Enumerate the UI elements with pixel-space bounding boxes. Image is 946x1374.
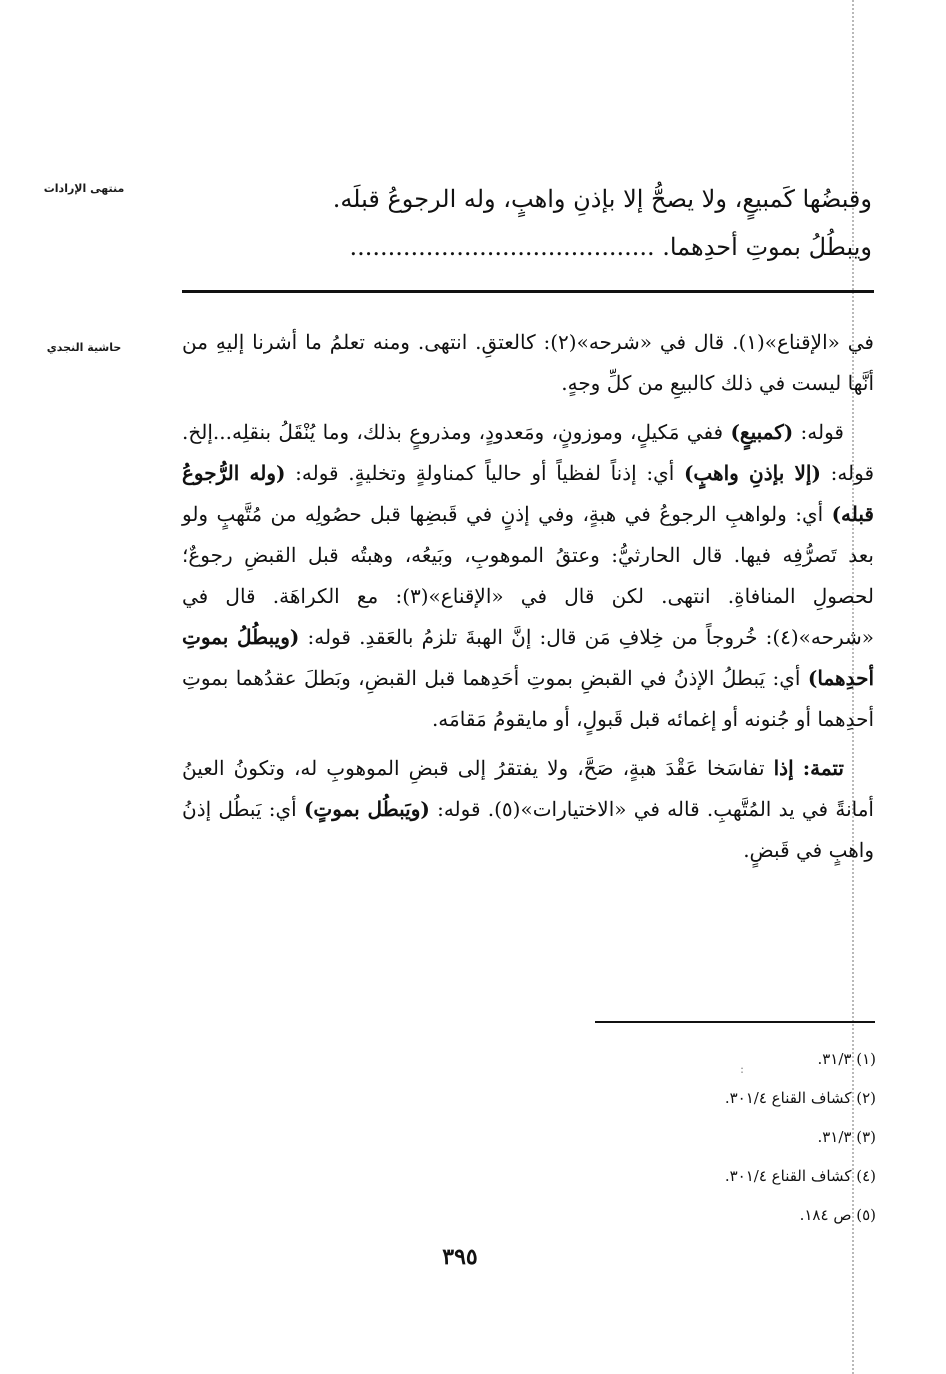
- footnote-1: (١) ٣١/٣.: [817, 1050, 876, 1068]
- section-divider: [182, 290, 874, 293]
- qawluhu-label: قوله:: [295, 461, 339, 485]
- main-text-matn: [182, 175, 872, 271]
- commentary-paragraph-2: [182, 412, 874, 740]
- quoted-term: إذا: [773, 756, 794, 780]
- commentary-text-run: أي: يَبطلُ الإذنُ في القبضِ بموتِ أحَدِهما قبل القبضِ، وبَطلَ عقدُهما بموتِ أحدِهما أو جُنونه أو إغمائه قبل قَبولٍ، أو مايقومُ مَقامَه.: [182, 666, 874, 731]
- footnote-4: (٤) كشاف القناع ٣٠١/٤.: [724, 1167, 876, 1185]
- footnote-divider: [595, 1021, 875, 1023]
- commentary-text-run: أي: يَبطُل إذنُ واهبٍ في قَبضٍ.: [182, 797, 874, 862]
- qawluhu-label: قوله:: [800, 420, 844, 444]
- footnotes: [560, 1040, 876, 1235]
- footnote-5: (٥) ص ١٨٤.: [799, 1206, 876, 1224]
- quoted-term: (ويبطُلُ بموتِ أحدِهما): [182, 625, 875, 690]
- commentary-paragraph-1: في «الإقناع»(١). قال في «شرحه»(٢): كالعتقِ. انتهى. ومنه تعلمُ ما أشرنا إليهِ من أنَّها ليست في ذلك كالبيعِ من كلِّ وجهٍ.: [182, 330, 874, 395]
- page-number: ٣٩٥: [442, 1244, 478, 1270]
- matn-line-2: [182, 223, 872, 271]
- side-label-muntaha: منتهى الإرادات: [43, 182, 125, 195]
- quoted-term: (وله الرُّجوعُ قبله): [182, 461, 874, 526]
- matn-line-1: وقبضُها كَمبيعٍ، ولا يصحُّ إلا بإذنِ واهبٍ، وله الرجوعُ قبلَه.: [332, 185, 872, 213]
- footnote-2: (٢) كشاف القناع ٣٠١/٤.: [724, 1089, 876, 1107]
- quoted-term: (إلا بإذنِ واهبٍ): [683, 461, 821, 485]
- tatimma-label: تتمة:: [802, 756, 844, 780]
- commentary-text-run: أي: إذناً لفظياً أو حالياً كمناولةٍ وتخليةٍ.: [348, 461, 675, 485]
- matn-line-2-text: ويبطُلُ بموتِ أحدِهما.: [662, 233, 872, 261]
- quoted-term: (كمبيعٍ): [730, 420, 794, 444]
- side-label-hashiya: حاشية النجدي: [46, 341, 122, 354]
- commentary-paragraph-3: [182, 748, 874, 871]
- qawluhu-label: قوله:: [830, 461, 875, 485]
- matn-dot-leader: ........................................: [349, 233, 655, 261]
- footnote-stray-mark: :: [740, 1062, 745, 1076]
- commentary-text-run: أي: ولواهبِ الرجوعُ في هبةٍ، وفي إذنٍ في قَبضِها قبل حصُولِه من مُتَّهبٍ ولو بعد تَصرُّفِه فيها. قال الحارثيُّ: وعتقُ الموهوبِ، وبَيعُه، وهبتُه قبل القبضِ رجوعٌ؛ لحصولِ المنافاةِ. انتهى. لكن قال في «الإقناع»(٣): مع الكراهَة. قال في «شرحه»(٤): خُروجاً من خِلافِ مَن قال: إنَّ الهبةَ تلزمُ بالعَقدِ.: [182, 502, 875, 649]
- footnote-3: (٣) ٣١/٣.: [817, 1128, 876, 1146]
- quoted-term: (ويَبطُل بموتٍ): [303, 797, 430, 821]
- commentary-text-run: تفاسَخا عَقْدَ هبةٍ، صَحَّ، ولا يفتقرُ إلى قبضِ الموهوبِ له، وتكونُ العينُ أمانةً في يد المُتَّهبِ. قاله في «الاختيارات»(٥). قوله:: [182, 756, 874, 821]
- qawluhu-label: قوله:: [307, 625, 351, 649]
- commentary-text: [182, 322, 874, 871]
- commentary-text-run: ففي مَكيلٍ، وموزونٍ، ومَعدودٍ، ومذروعٍ بذلك، وما يُنْقَلُ بنقلِه...إلخ.: [182, 420, 724, 444]
